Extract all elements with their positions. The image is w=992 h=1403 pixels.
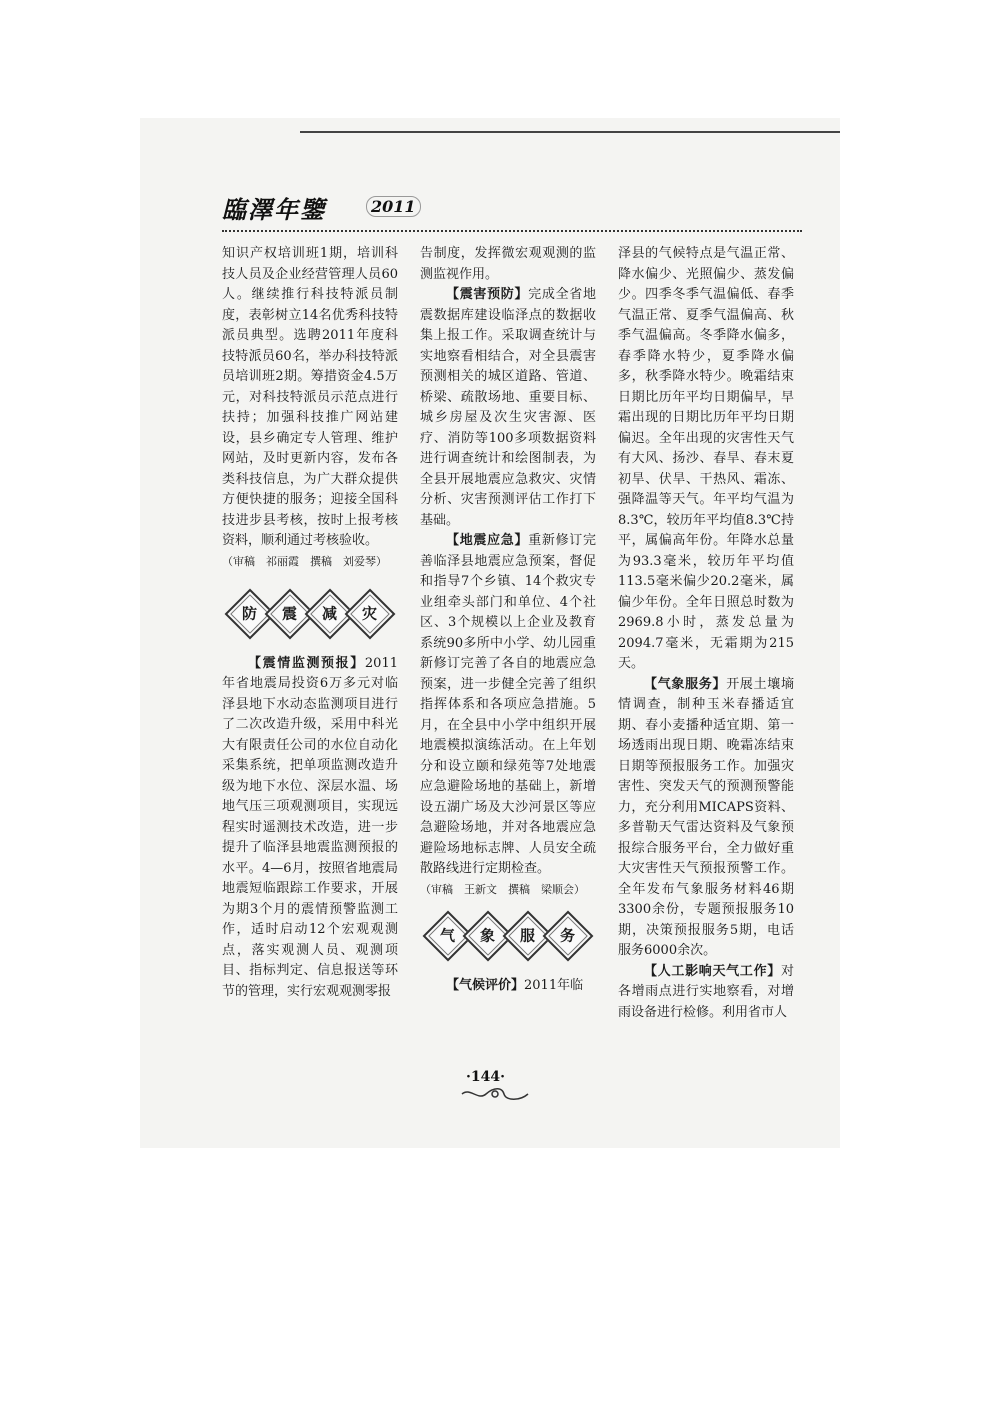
paragraph-weather-service xyxy=(618,675,794,962)
section-title-diamond xyxy=(345,588,396,639)
paragraph-tech-training: 知识产权培训班1期，培训科技人员及企业经营管理人员60人。继续推行科技特派员制度，表彰树立14名优秀科技特派员典型。选聘2011年度科技特派员60名，举办科技特派员培训班2期。筹措资金4.5万元，对科技特派员示范点进行扶持；加强科技推广网站建设，县乡确定专人管理、维护网站，及时更新内容，发布各类科技信息，为广大群众提供方便快捷的服务；迎接全国科技进步县考核，按时上报考核资料，顺利通过考核验收。 xyxy=(222,246,398,548)
section-title-char: 气 xyxy=(440,926,456,945)
section-title-char: 服 xyxy=(520,926,536,945)
editor-signature: （审稿 祁丽霞 撰稿 刘爱琴） xyxy=(222,554,387,568)
subheading: 【气象服务】 xyxy=(644,676,727,692)
paragraph-body: 开展土壤墒情调查，制种玉米春播适宜期、春小麦播种适宜期、第一场透雨出现日期、晚霜冻结束日期等预报服务工作。加强灾害性、突发天气的预测预警能力，充分利用MICAPS资料、多普勒天气雷达资料及气象预报综合服务平台，全力做好重大灾害性天气预报预警工作。全年发布气象服务材料46期3300余份，专题预报服务10期，决策预报服务5期，电话服务6000余次。 xyxy=(618,676,794,958)
column-2 xyxy=(420,244,596,996)
paragraph-body: 2011年临 xyxy=(524,977,584,993)
section-title-diamond xyxy=(543,910,594,961)
paragraph-body: 2011年省地震局投资6万多元对临泽县地下水动态监测项目进行了二次改造升级，采用中科光大有限责任公司的水位自动化采集系统，把单项监测改造升级为地下水位、深层水温、场地气压三项观测项目，实现远程实时遥测技术改造，进一步提升了临泽县地震监测预报的水平。4—6月，按照省地震局地震短临跟踪工作要求，开展为期3个月的震情预警监测工作，适时启动12个宏观观测点，落实观测人员、观测项目、指标判定、信息报送等环节的管理，实行宏观观测零报 xyxy=(222,655,398,999)
paragraph-climate-continuation: 泽县的气候特点是气温正常、降水偏少、光照偏少、蒸发偏少。四季冬季气温偏低、春季气温正常、夏季气温偏高、秋季气温偏高。冬季降水偏多，春季降水特少，夏季降水偏多，秋季降水特少。晚霜结束日期比历年平均日期偏早，早霜出现的日期比历年平均日期偏迟。全年出现的灾害性天气有大风、扬沙、春旱、春末夏初旱、伏旱、干热风、霜冻、强降温等天气。年平均气温为8.3℃，较历年平均值8.3℃持平，属偏高年份。年降水总量为93.3毫米，较历年平均值113.5毫米偏少20.2毫米，属偏少年份。全年日照总时数为2969.8小时，蒸发总量为2094.7毫米，无霜期为215天。 xyxy=(618,246,794,671)
section-title-char: 减 xyxy=(322,604,338,623)
section-title-char: 灾 xyxy=(362,604,378,623)
editor-signature: （审稿 王新文 撰稿 梁顺会） xyxy=(420,882,585,896)
top-rule xyxy=(300,131,840,133)
column-3 xyxy=(618,244,794,1023)
section-title-char: 防 xyxy=(242,604,258,623)
footer-ornament-icon xyxy=(460,1087,530,1101)
header-dotted-rule xyxy=(222,230,802,232)
paragraph-climate xyxy=(420,976,596,997)
section-title-char: 务 xyxy=(560,926,576,945)
section-title-char: 震 xyxy=(282,604,298,623)
paragraph-prevention xyxy=(420,285,596,531)
section-title-char: 象 xyxy=(480,926,496,945)
paragraph-body: 重新修订完善临泽县地震应急预案，督促和指导7个乡镇、14个救灾专业组牵头部门和单位、4个社区、3个规模以上企业及教育系统90多所中小学、幼儿园重新修订完善了各自的地震应急预案，进一步健全完善了组织指挥体系和各项应急措施。5月，在全县中小学中组织开展地震模拟演练活动。在上年划分和设立颐和绿苑等7处地震应急避险场地的基础上，新增设五湖广场及大沙河景区等应急避险场地，并对各地震应急避险场地标志牌、人员安全疏散路线进行定期检查。 xyxy=(420,533,596,876)
subheading: 【震情监测预报】 xyxy=(248,655,365,671)
paragraph-body: 完成全省地震数据库建设临泽点的数据收集上报工作。采取调查统计与实地察看相结合，对全县震害预测相关的城区道路、管道、桥梁、疏散场地、重要目标、城乡房屋及次生灾害源、医疗、消防等100多项数据资料进行调查统计和绘图制表，为全县开展地震应急救灾、灾情分析、灾害预测评估工作打下基础。 xyxy=(420,287,596,528)
section-title-meteorology xyxy=(420,916,596,956)
paragraph-monitoring xyxy=(222,654,398,1003)
subheading: 【人工影响天气工作】 xyxy=(644,963,781,979)
paragraph-emergency xyxy=(420,531,596,880)
yearbook-logo: 臨澤年鑒 xyxy=(222,195,326,224)
paragraph-body: 对各增雨点进行实地察看，对增雨设备进行检修。利用省市人 xyxy=(618,963,794,1020)
paragraph-weather-modification xyxy=(618,962,794,1024)
subheading: 【震害预防】 xyxy=(446,287,529,302)
subheading: 【地震应急】 xyxy=(446,533,529,548)
section-title-earthquake xyxy=(222,594,398,634)
subheading: 【气候评价】 xyxy=(446,977,525,993)
page-number: ·144· xyxy=(466,1069,505,1085)
yearbook-year: 2011 xyxy=(366,196,421,217)
paragraph-continuation: 告制度，发挥微宏观观测的监测监视作用。 xyxy=(420,246,596,282)
column-1 xyxy=(222,244,398,1002)
